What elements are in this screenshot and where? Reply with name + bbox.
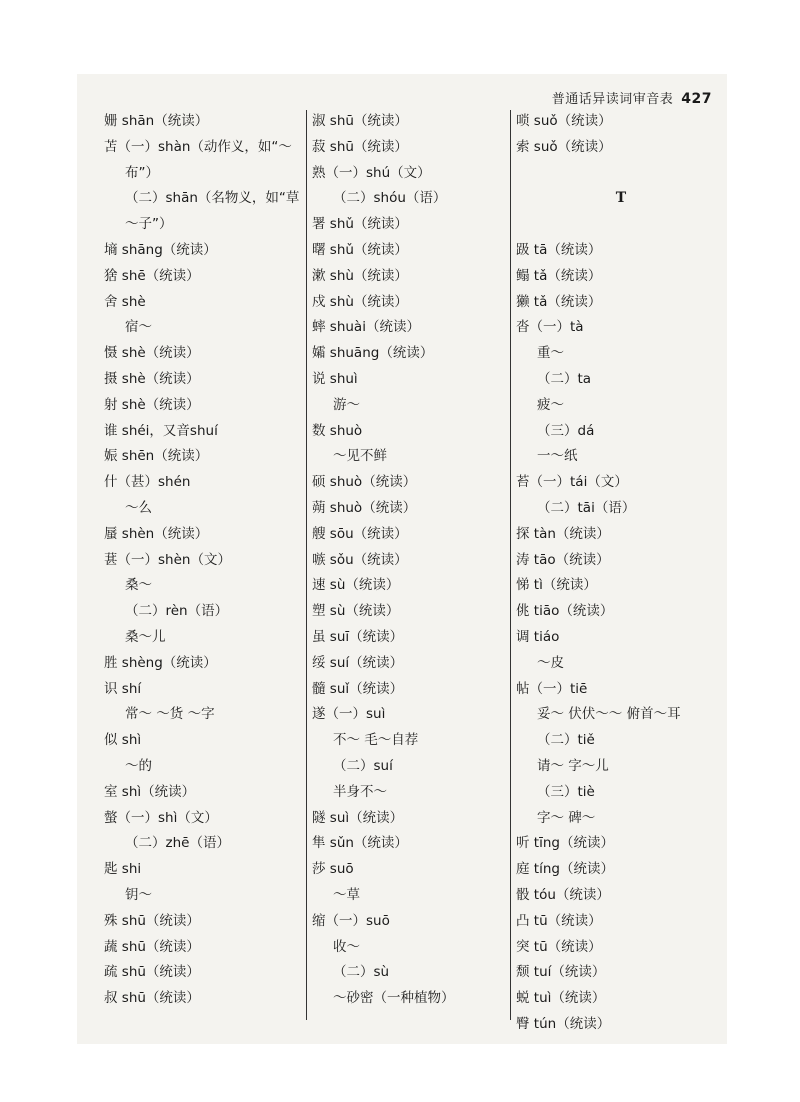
entry-line: 塑 sù（统读） <box>312 603 400 620</box>
entry-line: （二）ta <box>537 370 592 387</box>
entry-line: 探 tàn（统读） <box>516 525 610 542</box>
entry-line: 不～ 毛～自荐 <box>333 732 419 749</box>
column-3 <box>516 109 726 1038</box>
entry-line: 獭 tǎ（统读） <box>516 293 602 310</box>
entry-line: 硕 shuò（统读） <box>312 474 417 491</box>
entry-line: 凸 tū（统读） <box>516 912 602 929</box>
entry-line: 桑～ <box>125 577 152 594</box>
header-title: 普通话异读词审音表 <box>551 92 674 107</box>
entry-line: 调 tiáo <box>516 628 560 645</box>
entry-line: 姗 shān（统读） <box>104 113 209 129</box>
entry-line: ～的 <box>125 757 152 774</box>
entry-line: 鳎 tǎ（统读） <box>516 267 602 284</box>
entry-line: （三）dá <box>537 422 595 439</box>
entry-line: 蒴 shuò（统读） <box>312 499 417 516</box>
column-divider <box>510 110 511 1020</box>
entry-line: 速 sù（统读） <box>312 577 400 594</box>
entry-line: ～子”） <box>125 216 173 233</box>
entry-line: 颓 tuí（统读） <box>516 964 606 981</box>
entry-line: 佻 tiāo（统读） <box>516 603 614 620</box>
entry-line: （二）tāi（语） <box>537 499 636 516</box>
entry-line: 唢 suǒ（统读） <box>516 113 612 129</box>
entry-line: （三）tiè <box>537 783 595 800</box>
entry-line: 臀 tún（统读） <box>516 1015 611 1032</box>
entry-line: 庭 tíng（统读） <box>516 861 614 878</box>
entry-line: ～草 <box>333 886 360 903</box>
entry-line: 署 shǔ（统读） <box>312 216 408 233</box>
entry-line: ～见不鲜 <box>333 448 387 465</box>
entry-line: 漱 shù（统读） <box>312 267 408 284</box>
entry-line: 似 shì <box>104 732 142 749</box>
entry-line: 菽 shū（统读） <box>312 138 408 155</box>
entry-line: 一～纸 <box>537 448 578 465</box>
entry-line: ～皮 <box>537 654 564 671</box>
entry-line: 蜕 tuì（统读） <box>516 990 606 1007</box>
entry-line: （二）suí <box>333 757 393 774</box>
entry-line: 缩（一）suō <box>312 912 390 929</box>
entry-line: 匙 shi <box>104 861 142 878</box>
entry-line: 苫（一）shàn（动作义，如“～ <box>104 138 292 155</box>
entry-line <box>516 161 726 187</box>
entry-line: 戍 shù（统读） <box>312 293 408 310</box>
entry-line: 曙 shǔ（统读） <box>312 241 408 258</box>
entry-line: 莎 suō <box>312 861 354 878</box>
entry-line: 绥 suí（统读） <box>312 654 404 671</box>
entry-line: 苔（一）tái（文） <box>516 474 628 491</box>
entry-line: 舍 shè <box>104 293 146 310</box>
entry-line: （二）sù <box>333 964 390 981</box>
entry-line: 蜃 shèn（统读） <box>104 525 209 542</box>
entry-line: 葚（一）shèn（文） <box>104 551 231 568</box>
entry-line: 髓 suǐ（统读） <box>312 680 404 697</box>
entry-line: 字～ 碑～ <box>537 809 596 826</box>
running-header <box>0 88 712 107</box>
entry-line: 布”） <box>125 164 159 181</box>
entry-line: 胜 shèng（统读） <box>104 654 217 671</box>
entry-line: 蟀 shuài（统读） <box>312 319 420 336</box>
entry-line: 慑 shè（统读） <box>104 345 200 362</box>
entry-line: 隼 sǔn（统读） <box>312 835 408 852</box>
entry-line: （二）shóu（语） <box>333 190 447 207</box>
entry-line: 叔 shū（统读） <box>104 990 200 1007</box>
entry-line: 虽 suī（统读） <box>312 628 404 645</box>
page-number: 427 <box>681 91 712 107</box>
entry-line: 室 shì（统读） <box>104 783 196 800</box>
entry-line: 帖（一）tiē <box>516 680 588 697</box>
entry-line: 数 shuò <box>312 422 363 439</box>
entry-line: 疲～ <box>537 396 564 413</box>
entry-line: ～砂密（一种植物） <box>333 990 455 1007</box>
entry-line: 谁 shéi，又音shuí <box>104 422 218 439</box>
entry-line: 收～ <box>333 938 360 955</box>
entry-line: 悌 tì（统读） <box>516 577 597 594</box>
entry-line: 什（甚）shén <box>104 474 191 491</box>
entry-line: 摄 shè（统读） <box>104 370 200 387</box>
entry-line: 骰 tóu（统读） <box>516 886 610 903</box>
entry-line: 钥～ <box>125 886 152 903</box>
entry-line: 殊 shū（统读） <box>104 912 200 929</box>
entry-line: 妥～ 伏伏～～ 俯首～耳 <box>537 706 681 723</box>
entry-line: （二）shān（名物义，如“草 <box>125 190 300 207</box>
entry-line: 螫（一）shì（文） <box>104 809 218 826</box>
entry-line: 索 suǒ（统读） <box>516 138 612 155</box>
entry-line: 蔬 shū（统读） <box>104 938 200 955</box>
entry-line: 艘 sōu（统读） <box>312 525 408 542</box>
entry-line: 半身不～ <box>333 783 387 800</box>
entry-line: 猞 shē（统读） <box>104 267 200 284</box>
section-letter: T <box>615 190 627 207</box>
entry-line: 桑～儿 <box>125 628 166 645</box>
entry-line: 重～ <box>537 345 564 362</box>
entry-line: （二）rèn（语） <box>125 603 229 620</box>
entry-line: 游～ <box>333 396 360 413</box>
entry-line: 说 shuì <box>312 370 358 387</box>
entry-line: 淑 shū（统读） <box>312 113 408 129</box>
entry-line: 娠 shēn（统读） <box>104 448 209 465</box>
column-1 <box>104 109 304 1012</box>
entry-line: 遂（一）suì <box>312 706 386 723</box>
entry-line: （二）tiě <box>537 732 595 749</box>
entry-line: 听 tīng（统读） <box>516 835 614 852</box>
entry-line: ～么 <box>125 499 152 516</box>
entry-line: 孀 shuāng（统读） <box>312 345 434 362</box>
column-divider <box>306 110 307 1020</box>
entry-line: 突 tū（统读） <box>516 938 602 955</box>
entry-line <box>516 212 726 238</box>
entry-line: 趿 tā（统读） <box>516 241 602 258</box>
entry-line: 墒 shāng（统读） <box>104 241 217 258</box>
entry-line: （二）zhē（语） <box>125 835 230 852</box>
entry-line: 沓（一）tà <box>516 319 584 336</box>
entry-line: 识 shí <box>104 680 142 697</box>
entry-line: 熟（一）shú（文） <box>312 164 431 181</box>
entry-line: 宿～ <box>125 319 152 336</box>
entry-line: 涛 tāo（统读） <box>516 551 610 568</box>
entry-line: 请～ 字～儿 <box>537 757 609 774</box>
entry-line: 嗾 sǒu（统读） <box>312 551 408 568</box>
entry-line: 疏 shū（统读） <box>104 964 200 981</box>
column-2 <box>312 109 510 1012</box>
entry-line: 常～ ～货 ～字 <box>125 706 215 723</box>
entry-line: 射 shè（统读） <box>104 396 200 413</box>
entry-line: 隧 suì（统读） <box>312 809 404 826</box>
